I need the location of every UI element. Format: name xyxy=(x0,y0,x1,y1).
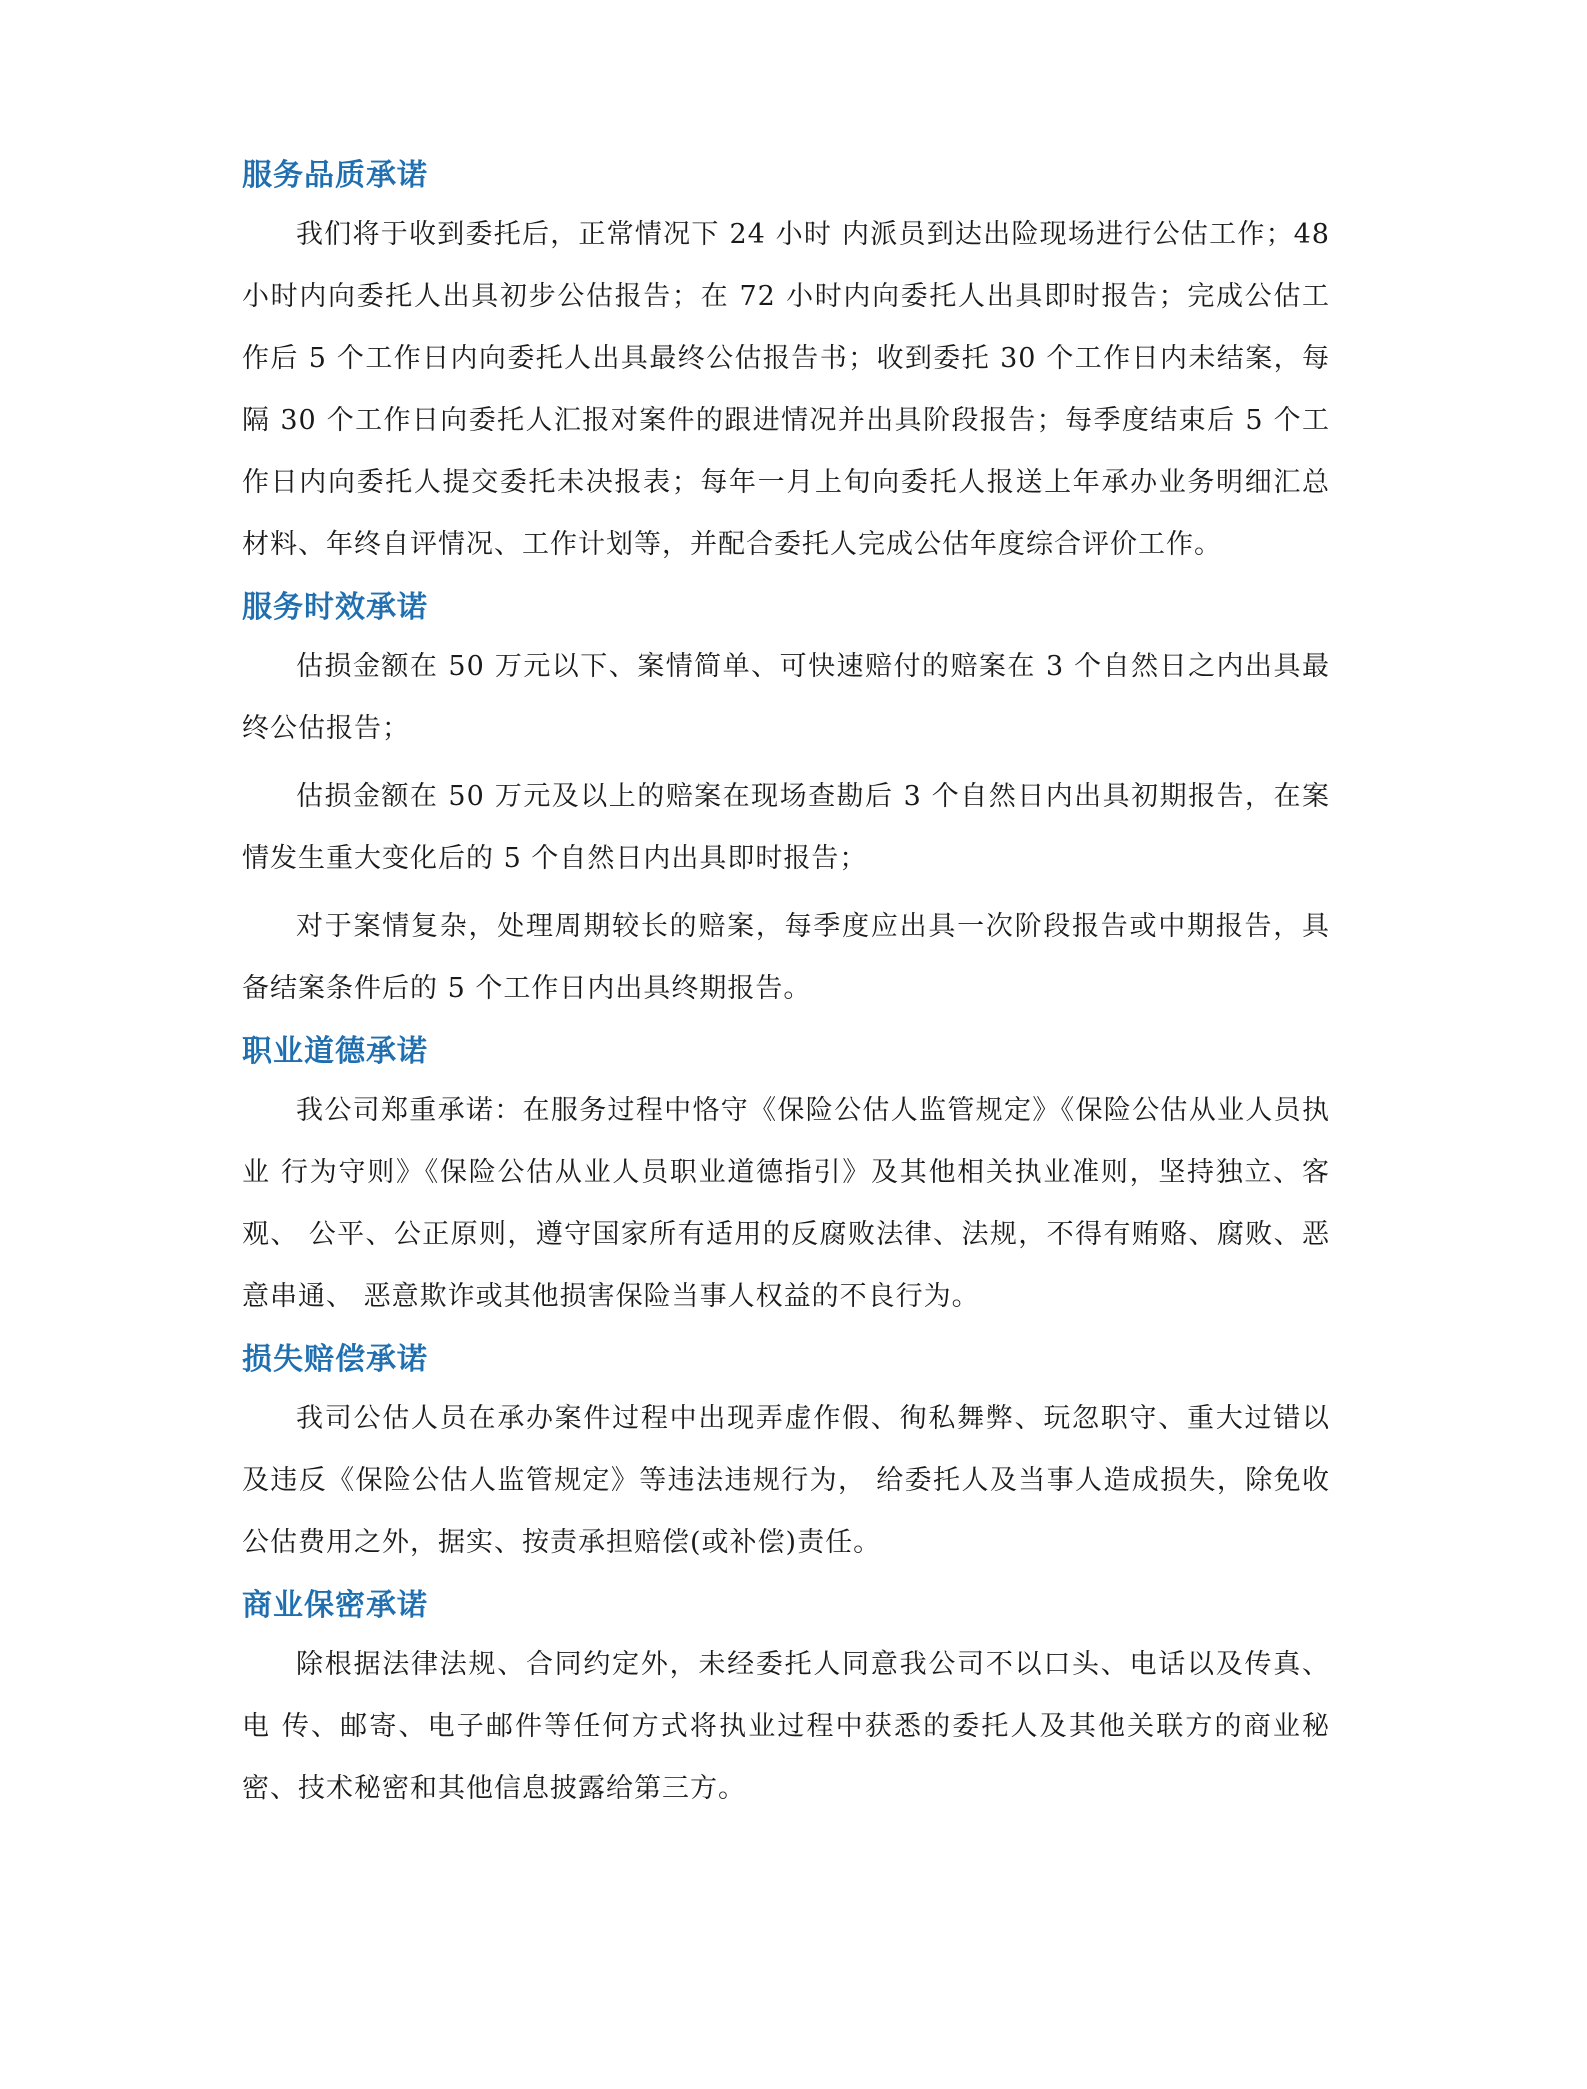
section-paragraph: 估损金额在 50 万元以下、案情简单、可快速赔付的赔案在 3 个自然日之内出具最终公估报告； xyxy=(242,651,1330,744)
section-paragraph: 对于案情复杂，处理周期较长的赔案，每季度应出具一次阶段报告或中期报告，具备结案条件后的 5 个工作日内出具终期报告。 xyxy=(242,911,1330,1004)
section-professional-ethics xyxy=(242,1024,1330,1328)
section-heading: 职业道德承诺 xyxy=(242,1034,428,1069)
section-paragraph: 我们将于收到委托后，正常情况下 24 小时 内派员到达出险现场进行公估工作；48 小时内向委托人出具初步公估报告；在 72 小时内向委托人出具即时报告；完成公估工作后 5 个工作日内向委托人出具最终公估报告书；收到委托 30 个工作日内未结案，每隔 30 个工作日向委托人汇报对案件的跟进情况并出具阶段报告；每季度结束后 5 个工作日内向委托人提交委托未决报表；每年一月上旬向委托人报送上年承办业务明细汇总材料、年终自评情况、工作计划等，并配合委托人完成公估年度综合评价工作。 xyxy=(242,219,1330,560)
section-heading: 服务品质承诺 xyxy=(242,158,428,193)
section-paragraph: 我公司郑重承诺：在服务过程中恪守《保险公估人监管规定》《保险公估从业人员执业 行为守则》《保险公估从业人员职业道德指引》及其他相关执业准则，坚持独立、客观、 公平、公正原则，遵守国家所有适用的反腐败法律、法规，不得有贿赂、腐败、恶意串通、 恶意欺诈或其他损害保险当事人权益的不良行为。 xyxy=(242,1095,1330,1312)
section-heading: 商业保密承诺 xyxy=(242,1588,428,1623)
section-service-quality xyxy=(242,148,1330,576)
section-paragraph: 除根据法律法规、合同约定外，未经委托人同意我公司不以口头、电话以及传真、电 传、邮寄、电子邮件等任何方式将执业过程中获悉的委托人及其他关联方的商业秘密、技术秘密和其他信息披露给第三方。 xyxy=(242,1649,1330,1804)
section-confidentiality xyxy=(242,1578,1330,1820)
section-paragraph: 我司公估人员在承办案件过程中出现弄虚作假、徇私舞弊、玩忽职守、重大过错以及违反《保险公估人监管规定》等违法违规行为， 给委托人及当事人造成损失，除免收公估费用之外，据实、按责承担赔偿(或补偿)责任。 xyxy=(242,1403,1330,1558)
section-paragraph: 估损金额在 50 万元及以上的赔案在现场查勘后 3 个自然日内出具初期报告，在案情发生重大变化后的 5 个自然日内出具即时报告； xyxy=(242,781,1330,874)
section-loss-compensation xyxy=(242,1332,1330,1574)
section-heading: 损失赔偿承诺 xyxy=(242,1342,428,1377)
section-service-timeliness xyxy=(242,580,1330,1020)
document-page xyxy=(242,148,1330,1820)
section-heading: 服务时效承诺 xyxy=(242,590,428,625)
